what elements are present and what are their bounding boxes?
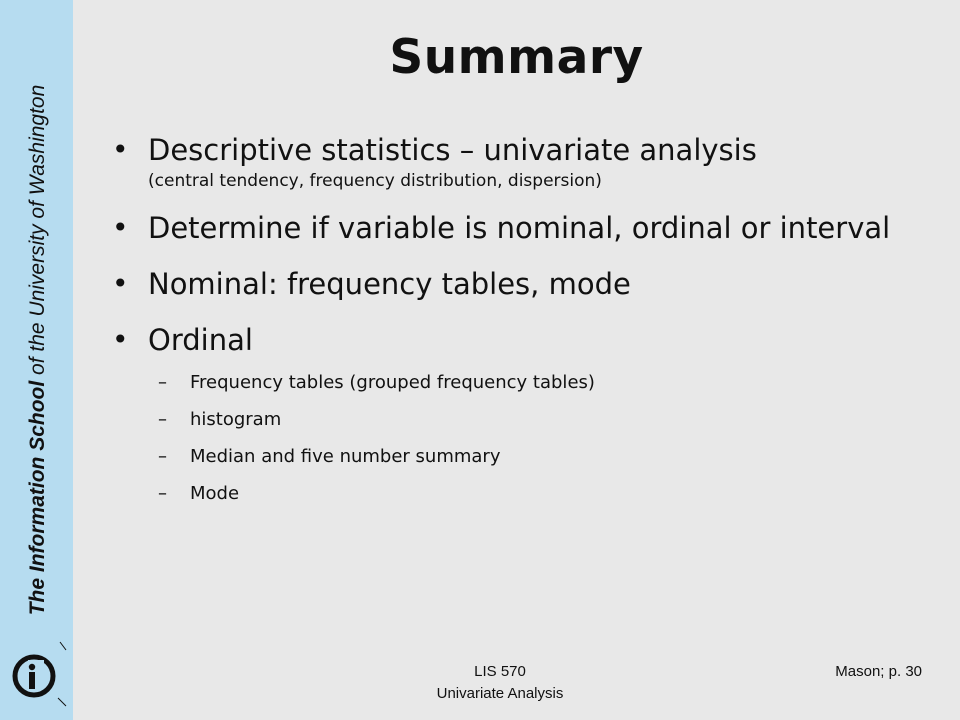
sub-list-text: histogram (190, 409, 282, 430)
footer-course: LIS 570 (474, 663, 526, 680)
sub-list-item (110, 475, 930, 512)
sub-list-text: Mode (190, 483, 240, 504)
bullet-text: Descriptive statistics – univariate analysis (148, 133, 757, 167)
dash-marker: – (158, 446, 167, 467)
sidebar (0, 0, 73, 720)
bullet-item (110, 320, 930, 360)
sub-list-text: Median and five number summary (190, 446, 501, 467)
sub-list-text: Frequency tables (grouped frequency tables) (190, 372, 595, 393)
dash-marker: – (158, 409, 167, 430)
sidebar-text-bold: The Information School (26, 380, 49, 616)
footer-course-info (410, 661, 590, 705)
bullet-text: Determine if variable is nominal, ordinal or interval (148, 211, 891, 245)
slide-title: Summary (389, 30, 644, 85)
bullet-dot: • (112, 211, 129, 244)
bullet-item (110, 130, 930, 192)
sidebar-vertical-text (26, 85, 50, 616)
bullet-dot: • (112, 133, 129, 166)
bullet-dot: • (112, 267, 129, 300)
slide-content (110, 130, 930, 512)
sub-list-item (110, 438, 930, 475)
bullet-item (110, 264, 930, 304)
bullet-text: Nominal: frequency tables, mode (148, 267, 631, 301)
footer-topic: Univariate Analysis (436, 685, 564, 702)
footer-reference: Mason; p. 30 (835, 663, 922, 680)
bullet-text: Ordinal (148, 323, 253, 357)
bullet-subtext: (central tendency, frequency distribution, dispersion) (148, 171, 602, 191)
bullet-item (110, 208, 930, 248)
dash-marker: – (158, 483, 167, 504)
bullet-dot: • (112, 323, 129, 356)
sub-list-item (110, 401, 930, 438)
ischool-logo-icon (8, 636, 72, 712)
sidebar-text-rest: of the University of Washington (26, 84, 49, 381)
dash-marker: – (158, 372, 167, 393)
sub-list-item (110, 364, 930, 401)
